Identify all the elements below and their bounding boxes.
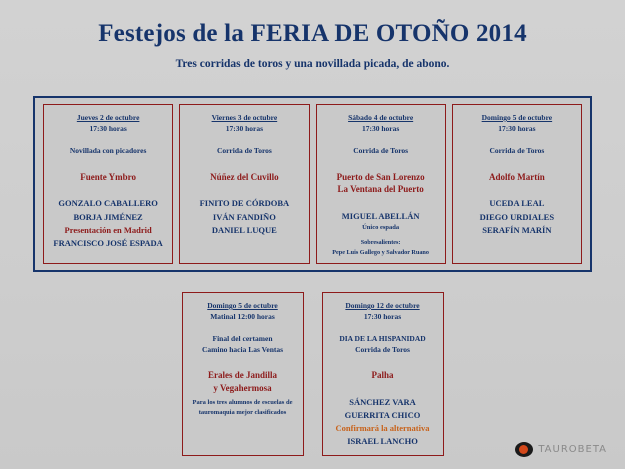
event-type-line1: Final del certamen [212,334,273,344]
event-date: Domingo 5 de octubre [207,301,278,310]
event-toreros [457,197,577,237]
event-type: Novillada con picadores [69,146,147,156]
torero-name: SÁNCHEZ VARA [349,396,416,407]
page-subtitle: Tres corridas de toros y una novillada picada, de abono. [175,58,450,70]
event-toreros [48,197,168,250]
event-ganaderia [457,171,577,184]
torero-name: GUERRITA CHICO [344,410,421,421]
brand-name: TAUROBETA [538,444,607,455]
torero-name: BORJA JIMÉNEZ [73,211,143,222]
torero-role: Único espada [362,224,400,232]
torero-name: DIEGO URDIALES [479,211,555,222]
event-type: Corrida de Toros [216,146,272,156]
ganaderia-name-secondary: La Ventana del Puerto [337,184,424,195]
ganaderia-name-secondary: y Vegahermosa [213,382,272,393]
event-note: Para los tres alumnos de escuelas de tauromaquia mejor clasificados [192,399,293,416]
torero-name: DANIEL LUQUE [211,224,277,235]
event-toreros [321,210,441,233]
ganaderia-name: Adolfo Martín [489,171,545,182]
event-type: Corrida de Toros [489,146,545,156]
event-type-line2: Corrida de Toros [355,344,410,354]
bottom-events-row [0,292,625,456]
page-title: Festejos de la FERIA DE OTOÑO 2014 [98,20,527,47]
main-events-frame [33,96,592,272]
event-ganaderia [321,171,441,196]
event-card[interactable] [316,104,446,264]
event-ganaderia [188,369,298,394]
ganaderia-name: Erales de Jandilla [207,370,277,381]
torero-name: MIGUEL ABELLÁN [341,210,420,221]
event-date: Viernes 3 de octubre [211,113,278,122]
event-time: 17:30 horas [498,124,536,134]
event-card[interactable] [179,104,309,264]
event-type-line1: DIA DE LA HISPANIDAD [339,334,426,344]
event-ganaderia [328,369,438,382]
event-date: Sábado 4 de octubre [348,113,414,122]
sobresalientes-label: Sobresalientes: [360,239,401,247]
brand-logo [515,442,607,457]
sobresalientes-block [317,238,445,257]
event-ganaderia [48,171,168,184]
ganaderia-name: Núñez del Cuvillo [210,171,279,182]
torero-name: FRANCISCO JOSÉ ESPADA [53,237,163,248]
event-card[interactable] [452,104,582,264]
ganaderia-name: Puerto de San Lorenzo [336,171,425,182]
torero-name: IVÁN FANDIÑO [212,211,276,222]
ganaderia-name: Fuente Ymbro [80,171,136,182]
sobresalientes-names: Pepe Luis Gallego y Salvador Ruano [332,248,429,256]
event-type: Corrida de Toros [353,146,409,156]
event-type-line2: Camino hacia Las Ventas [201,344,284,354]
event-card[interactable] [43,104,173,264]
bull-logo-icon [515,442,533,457]
ganaderia-name: Palha [371,370,394,381]
event-time: 17:30 horas [363,312,402,322]
torero-name: FINITO DE CÓRDOBA [199,198,290,209]
event-time: 17:30 horas [225,124,264,134]
event-time: 17:30 horas [361,124,400,134]
event-card[interactable] [322,292,444,456]
event-time: 17:30 horas [89,124,127,134]
event-toreros [184,197,304,237]
torero-name: SERAFÍN MARÍN [482,224,552,235]
event-date: Jueves 2 de octubre [76,113,140,122]
torero-name: UCEDA LEAL [489,198,545,209]
event-ganaderia [184,171,304,184]
torero-note: Presentación en Madrid [64,224,152,235]
event-date: Domingo 12 de octubre [345,301,420,310]
event-date: Domingo 5 de octubre [481,113,553,122]
torero-name: ISRAEL LANCHO [347,436,418,447]
torero-name: GONZALO CABALLERO [58,198,158,209]
event-type [328,334,438,355]
event-time: Matinal 12:00 horas [210,312,275,322]
torero-note: Confirmará la alternativa [335,423,430,434]
event-card[interactable] [182,292,304,456]
event-toreros [328,396,438,449]
event-type [188,334,298,355]
